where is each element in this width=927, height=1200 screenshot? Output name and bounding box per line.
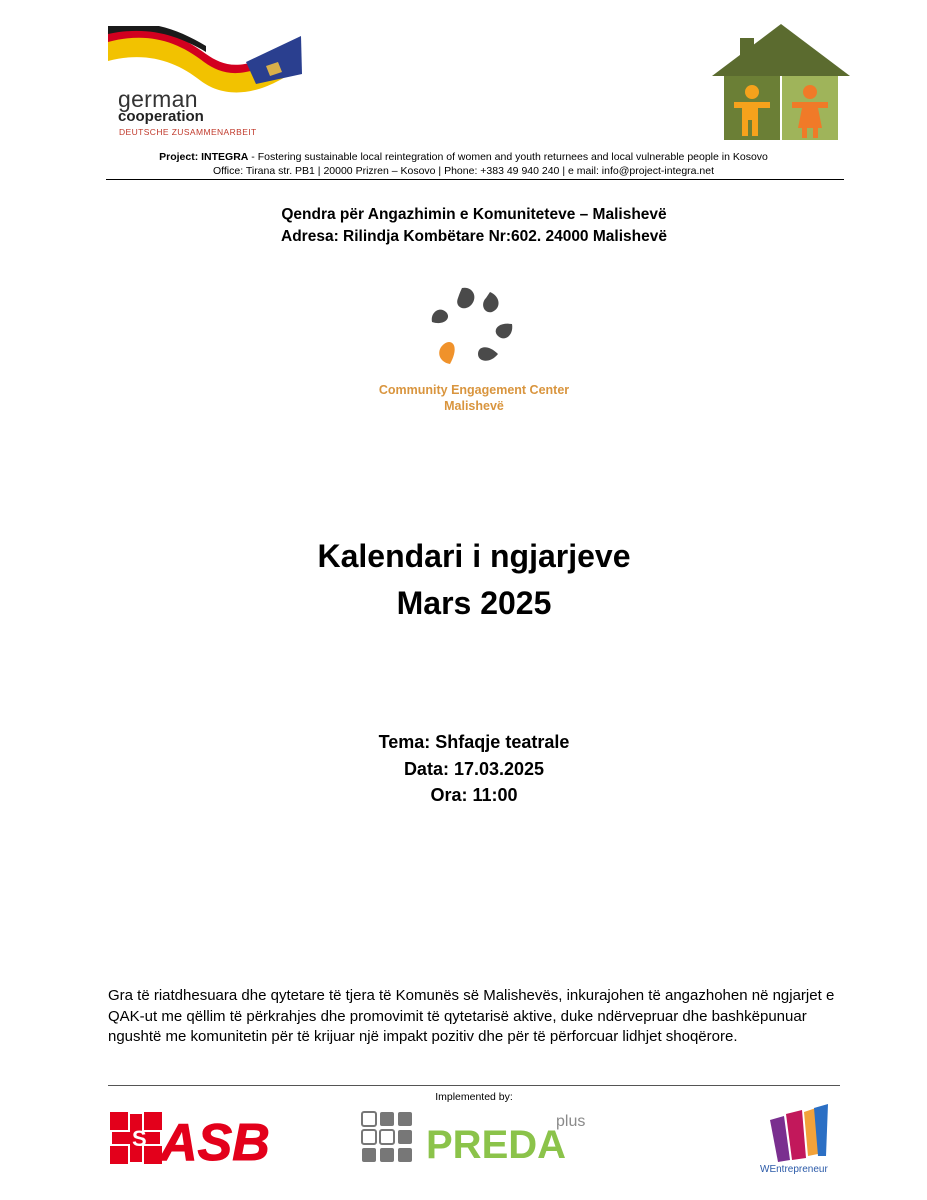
wentrepreneur-label: WEntrepreneur: [760, 1164, 828, 1175]
event-date: Data: 17.03.2025: [403, 759, 545, 779]
project-description: - Fostering sustainable local reintegration of women and youth returnees and local vulnerable people in Kosovo: [248, 151, 768, 163]
header-divider: [106, 179, 844, 180]
preda-plus-label: plus: [556, 1113, 586, 1130]
center-address: Adresa: Rilindja Kombëtare Nr:602. 24000 Malishevë: [281, 228, 667, 245]
community-engagement-center-logo: [428, 284, 520, 368]
preda-plus-logo: [360, 1108, 600, 1170]
project-line: [0, 151, 927, 163]
event-topic: Tema: Shfaqje teatrale: [378, 732, 570, 752]
german-cooperation-line2: cooperation: [118, 108, 204, 125]
integra-house-logo: [712, 24, 850, 142]
event-time: Ora: 11:00: [430, 785, 518, 805]
project-label: Project: INTEGRA: [159, 151, 249, 163]
cec-logo-line2: Malishevë: [444, 399, 504, 413]
calendar-month: Mars 2025: [396, 585, 552, 621]
cec-logo-line1: Community Engagement Center: [378, 383, 570, 397]
center-name: Qendra për Angazhimin e Komuniteteve – Malishevë: [281, 206, 667, 223]
preda-wordmark: PREDA: [426, 1123, 567, 1167]
svg-text:S: S: [132, 1126, 147, 1151]
asb-wordmark: ASB: [160, 1114, 270, 1166]
german-cooperation-line3: DEUTSCHE ZUSAMMENARBEIT: [119, 127, 257, 137]
office-line: Office: Tirana str. PB1 | 20000 Prizren – Kosovo | Phone: +383 49 940 240 | e mail: info@project-integra.net: [212, 165, 715, 177]
invitation-paragraph: Gra të riatdhesuara dhe qytetare të tjera të Komunës së Malishevës, inkurajohen të angazhohen në ngjarjet e QAK-ut me qëllim të përkrahjes dhe promovimit të qytetarisë aktive, duke ndërvepruar dhe bashkëpunuar ngushtë me komunitetin për të krijuar një impakt pozitiv dhe për të përforcuar lidhjet shoqërore.: [108, 987, 835, 1045]
german-cooperation-line1: german: [118, 86, 198, 112]
implemented-by-label: Implemented by:: [435, 1091, 513, 1103]
footer-divider: [108, 1085, 840, 1086]
asb-logo: [108, 1108, 276, 1166]
calendar-title: Kalendari i ngjarjeve: [317, 538, 631, 574]
